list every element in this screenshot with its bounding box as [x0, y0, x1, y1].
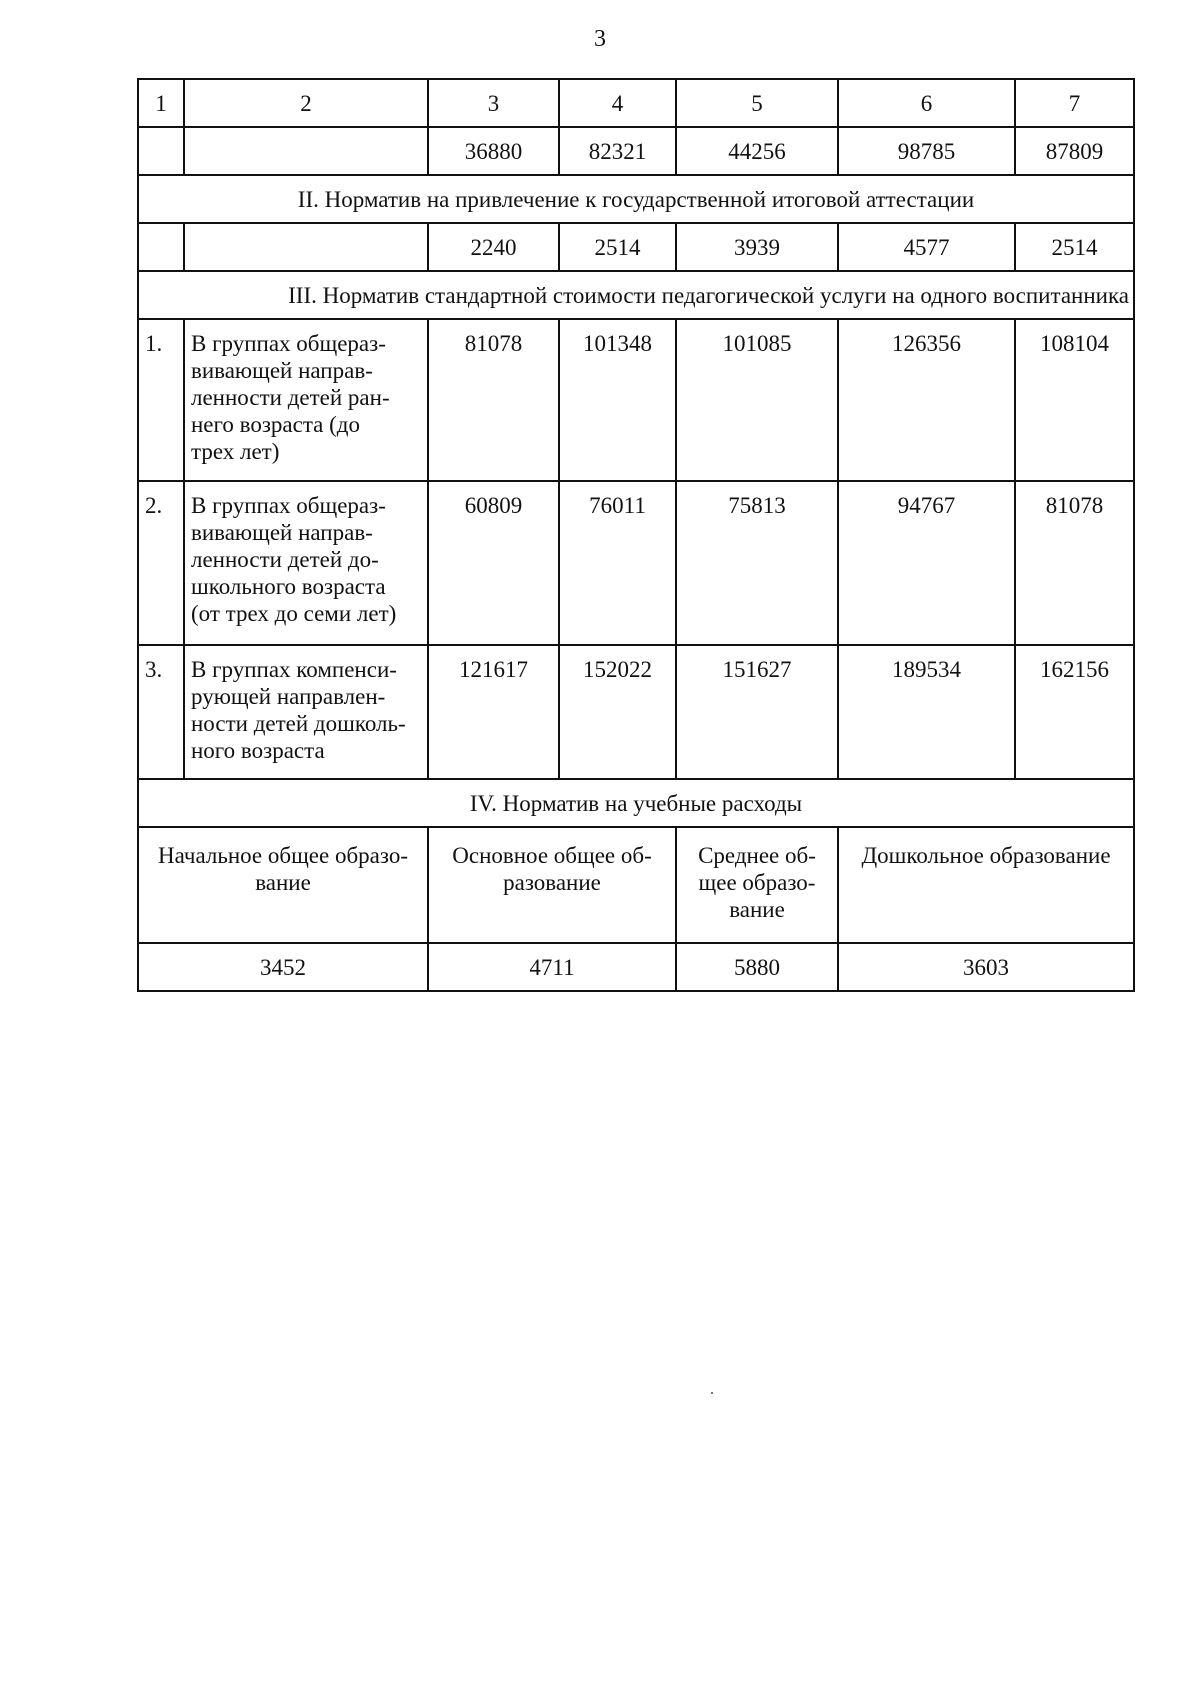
- label-line: школьного возраста: [191, 574, 386, 599]
- value-cell: 2240: [428, 223, 559, 271]
- table-row: [138, 223, 1134, 271]
- value-cell: 82321: [559, 127, 676, 175]
- value-cell: 3452: [138, 943, 428, 991]
- value-cell: 101085: [676, 319, 838, 481]
- value-cell: 2514: [1015, 223, 1134, 271]
- label-line: вивающей направ-: [191, 520, 373, 545]
- education-level-header: [428, 827, 676, 943]
- value-cell: 5880: [676, 943, 838, 991]
- label-line: ности детей дошколь-: [191, 711, 406, 736]
- value-cell: 94767: [838, 481, 1015, 645]
- table-row: [138, 127, 1134, 175]
- label-line: В группах общераз-: [191, 493, 386, 518]
- empty-cell: [184, 127, 428, 175]
- row-label: [184, 481, 428, 645]
- label-line: (от трех до семи лет): [191, 601, 397, 626]
- value-cell: 108104: [1015, 319, 1134, 481]
- label-line: Основное общее об-: [452, 843, 652, 868]
- value-cell: 101348: [559, 319, 676, 481]
- label-line: Дошкольное образование: [861, 843, 1111, 868]
- column-number: 4: [559, 79, 676, 127]
- column-number: 7: [1015, 79, 1134, 127]
- column-number: 1: [138, 79, 184, 127]
- label-line: ленности детей ран-: [191, 385, 390, 410]
- value-cell: 3603: [838, 943, 1134, 991]
- column-number: 5: [676, 79, 838, 127]
- section-iii-title: III. Норматив стандартной стоимости педагогической услуги на одного воспитанника: [138, 271, 1134, 319]
- column-number: 6: [838, 79, 1015, 127]
- education-level-header-row: [138, 827, 1134, 943]
- row-number: 2.: [138, 481, 184, 645]
- value-cell: 75813: [676, 481, 838, 645]
- value-cell: 98785: [838, 127, 1015, 175]
- column-number-row: [138, 79, 1134, 127]
- value-cell: 60809: [428, 481, 559, 645]
- label-line: вание: [729, 897, 785, 922]
- label-line: ленности детей до-: [191, 547, 379, 572]
- value-cell: 151627: [676, 645, 838, 779]
- table-row: [138, 481, 1134, 645]
- value-cell: 2514: [559, 223, 676, 271]
- value-cell: 121617: [428, 645, 559, 779]
- scan-speck: [711, 1392, 713, 1394]
- column-number: 2: [184, 79, 428, 127]
- label-line: Начальное общее образо-: [158, 843, 408, 868]
- label-line: щее образо-: [698, 870, 816, 895]
- row-number: 3.: [138, 645, 184, 779]
- value-cell: 3939: [676, 223, 838, 271]
- label-line: него возраста (до: [191, 412, 360, 437]
- section-heading-row: [138, 175, 1134, 223]
- empty-cell: [138, 223, 184, 271]
- education-level-values-row: [138, 943, 1134, 991]
- row-number: 1.: [138, 319, 184, 481]
- value-cell: 189534: [838, 645, 1015, 779]
- education-level-header: [676, 827, 838, 943]
- label-line: разование: [503, 870, 601, 895]
- normative-table: [137, 78, 1135, 992]
- value-cell: 81078: [1015, 481, 1134, 645]
- value-cell: 4711: [428, 943, 676, 991]
- table-row: [138, 645, 1134, 779]
- value-cell: 4577: [838, 223, 1015, 271]
- value-cell: 126356: [838, 319, 1015, 481]
- value-cell: 87809: [1015, 127, 1134, 175]
- label-line: рующей направлен-: [191, 684, 386, 709]
- value-cell: 36880: [428, 127, 559, 175]
- section-iv-title: IV. Норматив на учебные расходы: [138, 779, 1134, 827]
- section-heading-row: [138, 271, 1134, 319]
- label-line: вание: [255, 870, 311, 895]
- label-line: В группах компенси-: [191, 657, 397, 682]
- education-level-header: [138, 827, 428, 943]
- value-cell: 44256: [676, 127, 838, 175]
- empty-cell: [184, 223, 428, 271]
- section-heading-row: [138, 779, 1134, 827]
- value-cell: 152022: [559, 645, 676, 779]
- label-line: ного возраста: [191, 738, 325, 763]
- row-label: [184, 645, 428, 779]
- row-label: [184, 319, 428, 481]
- table-row: [138, 319, 1134, 481]
- value-cell: 162156: [1015, 645, 1134, 779]
- label-line: трех лет): [191, 439, 280, 464]
- empty-cell: [138, 127, 184, 175]
- page-number: 3: [594, 26, 606, 52]
- column-number: 3: [428, 79, 559, 127]
- value-cell: 81078: [428, 319, 559, 481]
- label-line: В группах общераз-: [191, 331, 386, 356]
- label-line: вивающей направ-: [191, 358, 373, 383]
- label-line: Среднее об-: [698, 843, 816, 868]
- value-cell: 76011: [559, 481, 676, 645]
- education-level-header: [838, 827, 1134, 943]
- section-ii-title: II. Норматив на привлечение к государственной итоговой аттестации: [138, 175, 1134, 223]
